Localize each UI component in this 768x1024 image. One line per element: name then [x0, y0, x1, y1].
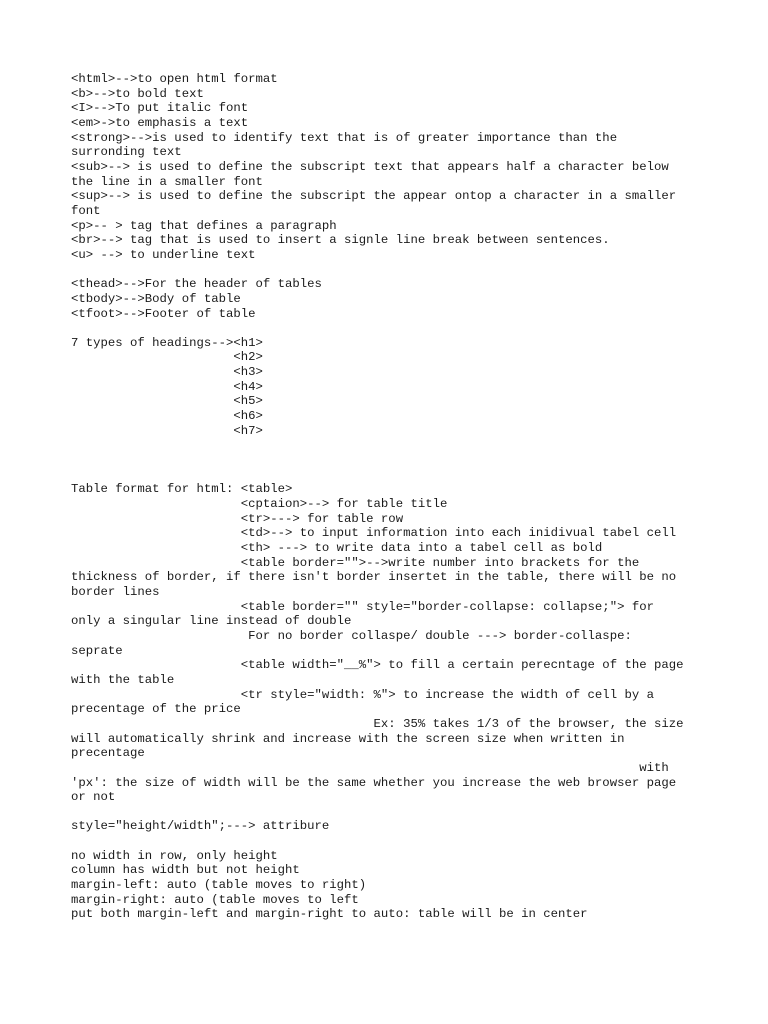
text-line: <thead>-->For the header of tables: [71, 277, 322, 292]
text-line: <td>--> to input information into each inidivual tabel cell: [71, 526, 677, 541]
text-line: will automatically shrink and increase with the screen size when written in: [71, 731, 625, 746]
text-line: <br>--> tag that is used to insert a signle line break between sentences.: [71, 233, 610, 248]
text-line: <cptaion>--> for table title: [71, 497, 448, 512]
blank-line: [71, 805, 684, 820]
text-line: with the table: [71, 672, 175, 687]
text-line: <tbody>-->Body of table: [71, 291, 241, 306]
text-line: <sup>--> is used to define the subscript the appear ontop a character in a smaller: [71, 189, 677, 204]
text-line: <h4>: [71, 379, 263, 394]
text-line: put both margin-left and margin-right to auto: table will be in center: [71, 907, 588, 922]
text-line: <h6>: [71, 409, 263, 424]
blank-line: [71, 321, 684, 336]
text-line: Table format for html: <table>: [71, 482, 293, 497]
text-line: only a singular line instead of double: [71, 614, 352, 629]
text-line: <tr style="width: %"> to increase the width of cell by a: [71, 687, 654, 702]
text-line: <strong>-->is used to identify text that is of greater importance than the: [71, 130, 618, 145]
blank-line: [71, 468, 684, 483]
text-line: <table border="" style="border-collapse: collapse;"> for: [71, 599, 654, 614]
text-line: with: [71, 760, 669, 775]
text-line: <h2>: [71, 350, 263, 365]
text-line: column has width but not height: [71, 863, 300, 878]
text-line: <tfoot>-->Footer of table: [71, 306, 256, 321]
text-line: <h5>: [71, 394, 263, 409]
text-line: <html>-->to open html format: [71, 72, 278, 86]
text-line: <em>->to emphasis a text: [71, 115, 249, 130]
text-line: font: [71, 203, 101, 218]
text-line: 7 types of headings--><h1>: [71, 335, 263, 350]
text-line: thickness of border, if there isn't border insertet in the table, there will be no: [71, 570, 677, 585]
text-line: <u> --> to underline text: [71, 247, 256, 262]
text-line: style="height/width";---> attribure: [71, 819, 330, 834]
text-line: precentage of the price: [71, 702, 241, 717]
text-line: margin-right: auto (table moves to left: [71, 892, 359, 907]
blank-line: [71, 438, 684, 453]
text-line: <sub>--> is used to define the subscript text that appears half a character below: [71, 159, 669, 174]
text-line: seprate: [71, 643, 123, 658]
text-line: the line in a smaller font: [71, 174, 263, 189]
text-line: no width in row, only height: [71, 848, 278, 863]
text-line: or not: [71, 790, 116, 805]
text-line: For no border collaspe/ double ---> border-collaspe:: [71, 628, 632, 643]
text-line: <I>-->To put italic font: [71, 101, 249, 116]
text-line: <h3>: [71, 365, 263, 380]
text-line: <th> ---> to write data into a tabel cell as bold: [71, 541, 603, 555]
blank-line: [71, 263, 684, 278]
text-line: 'px': the size of width will be the same whether you increase the web browser page: [71, 775, 677, 790]
text-line: <table width="__%"> to fill a certain perecntage of the page: [71, 658, 684, 673]
text-line: <p>-- > tag that defines a paragraph: [71, 218, 337, 233]
text-line: surronding text: [71, 145, 182, 160]
text-line: <tr>---> for table row: [71, 511, 404, 526]
text-line: Ex: 35% takes 1/3 of the browser, the size: [71, 716, 684, 731]
blank-line: [71, 834, 684, 849]
text-line: <table border="">-->write number into brackets for the: [71, 555, 640, 570]
text-line: <h7>: [71, 423, 263, 438]
text-line: <b>-->to bold text: [71, 86, 204, 101]
text-line: margin-left: auto (table moves to right): [71, 878, 367, 893]
text-line: border lines: [71, 584, 160, 599]
document-body: [71, 72, 684, 922]
blank-line: [71, 453, 684, 468]
text-line: precentage: [71, 746, 145, 761]
